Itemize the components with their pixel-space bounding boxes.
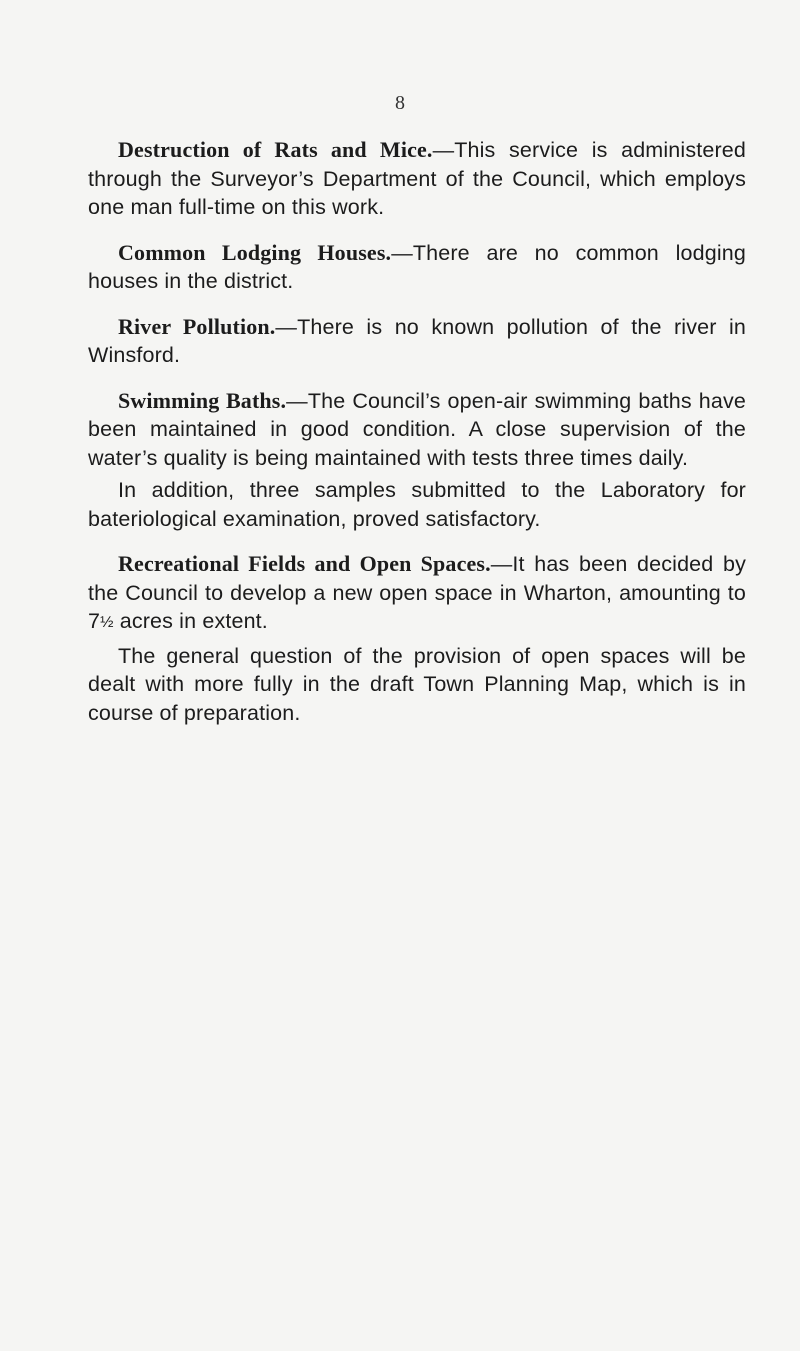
heading-dash: — <box>391 240 413 265</box>
heading-dash: — <box>275 314 298 339</box>
paragraph-river-pollution <box>88 313 746 370</box>
paragraph-text: There are no common lodging houses in the district. <box>88 240 746 293</box>
paragraph-lodging-houses <box>88 239 746 296</box>
paragraph-recreational-fields <box>88 550 746 638</box>
section-heading: River Pollution. <box>118 313 276 339</box>
paragraph-text: The Council’s open-air swimming baths have been maintained in good condition. A close supervision of the water’s quality is being maintained with tests three times daily. <box>88 388 746 470</box>
paragraph-text: There is no known pollution of the river in Winsford. <box>88 314 747 367</box>
paragraph-swimming-baths-continued <box>88 476 746 533</box>
heading-dash: — <box>490 552 513 576</box>
paragraph-swimming-baths <box>88 387 746 473</box>
section-heading: Destruction of Rats and Mice. <box>118 137 433 162</box>
section-heading: Swimming Baths. <box>118 387 287 413</box>
section-heading: Common Lodging Houses. <box>118 239 392 265</box>
section-heading: Recreational Fields and Open Spaces. <box>118 551 491 576</box>
heading-dash: — <box>286 388 308 413</box>
paragraph-text: The general question of the provision of open spaces will be dealt with more fully in the draft Town Planning Map, which is in course of preparation. <box>88 643 746 725</box>
paragraph-text: This service is administered through the Surveyor’s Department of the Council, which employs one man full-time on this work. <box>88 138 746 219</box>
paragraph-text: In addition, three samples submitted to the Laboratory for bateriological examination, proved satisfactory. <box>88 478 746 531</box>
page-number: 8 <box>395 92 405 114</box>
paragraph-rats-and-mice <box>88 136 746 222</box>
acreage-fraction: ½ <box>100 614 114 631</box>
paragraph-recreational-fields-continued <box>88 642 746 728</box>
paragraph-text: acres in extent. <box>113 609 268 633</box>
heading-dash: — <box>432 138 455 162</box>
paragraph-text: It has been decided by the Council to develop a new open space in Wharton, amounting to 7 <box>88 552 746 633</box>
page-body <box>88 136 746 744</box>
